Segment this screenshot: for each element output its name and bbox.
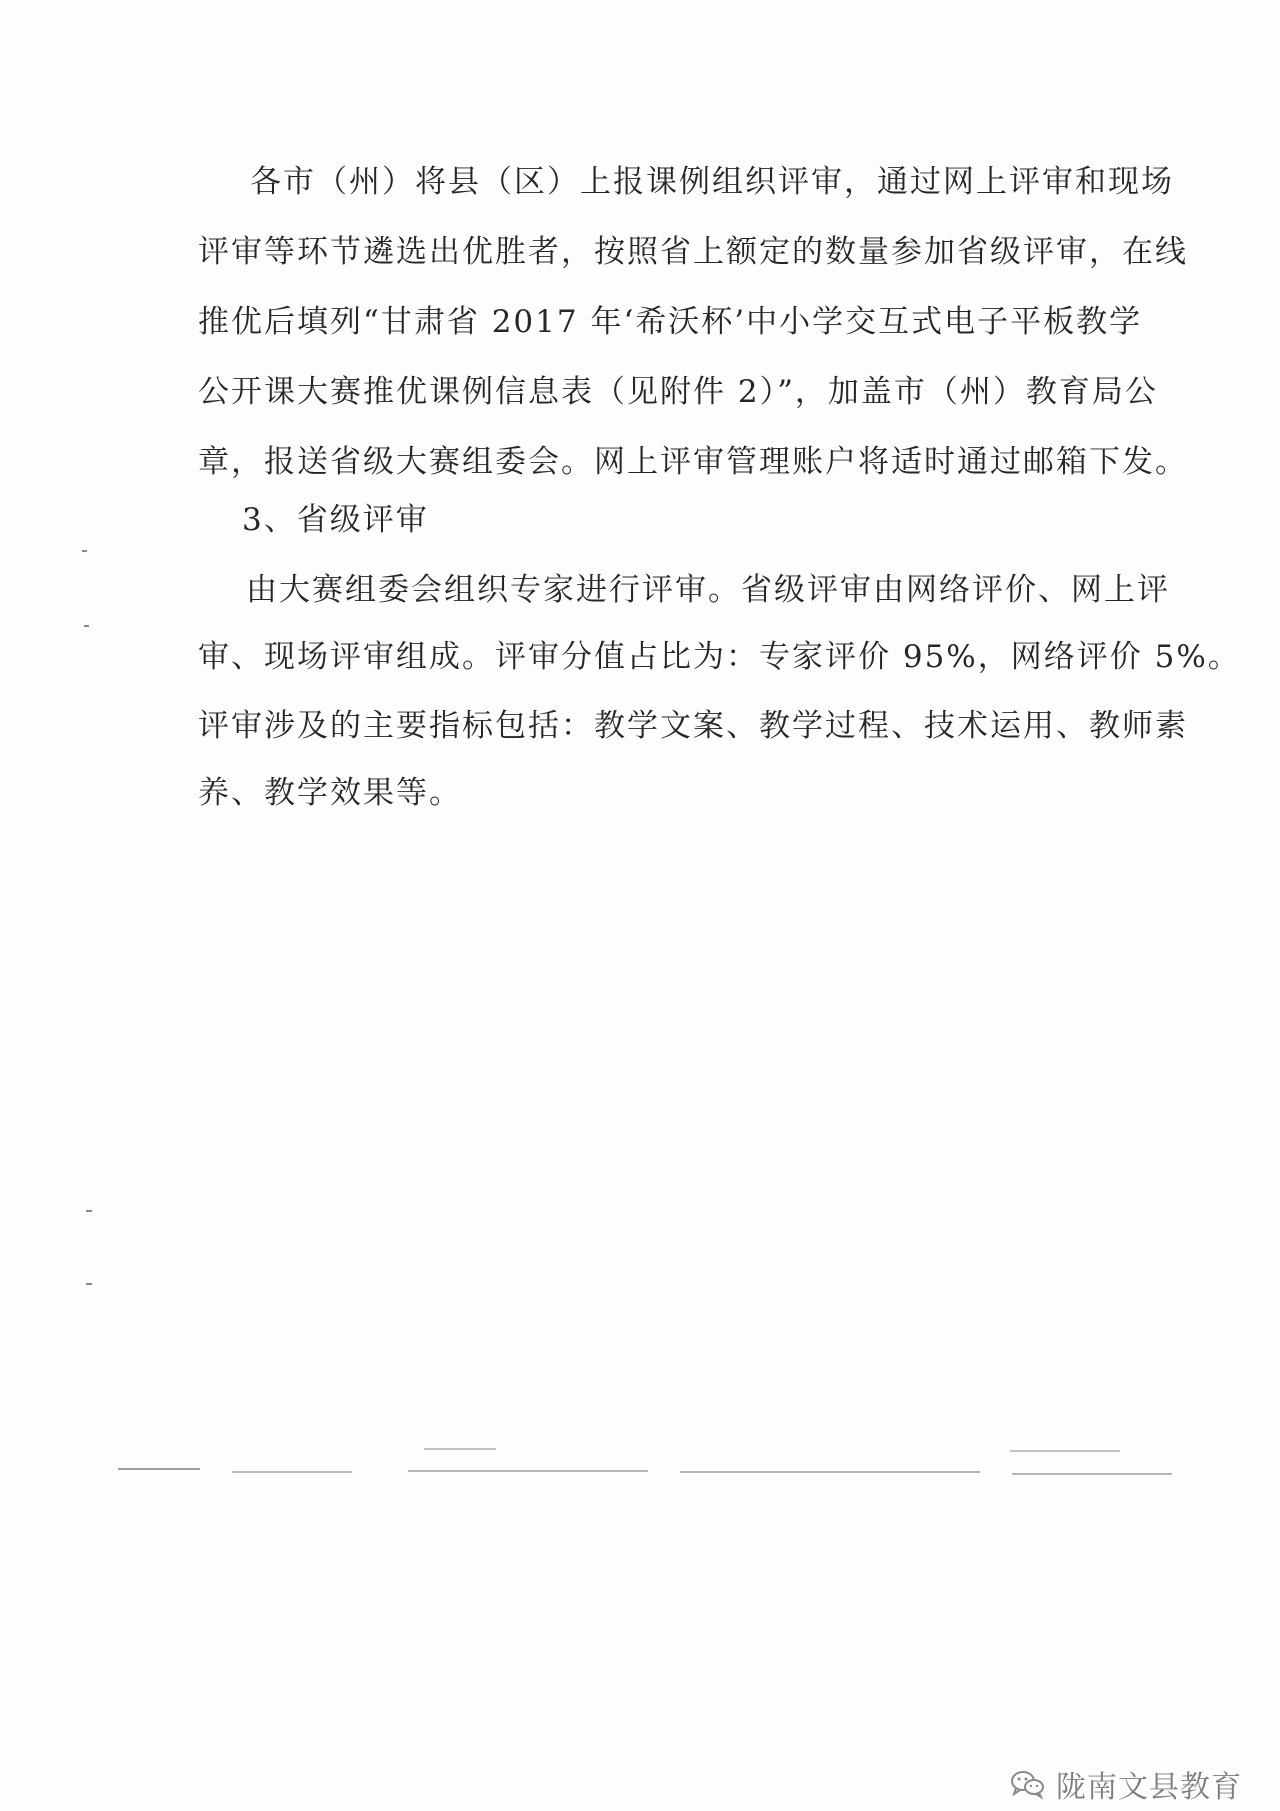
scan-artifact-line (232, 1471, 352, 1473)
paragraph-2-line-1: 由大赛组委会组织专家进行评审。省级评审由网络评价、网上评 (246, 572, 1170, 608)
paragraph-2-line-3: 评审涉及的主要指标包括：教学文案、教学过程、技术运用、教师素 (198, 708, 1188, 744)
scan-speck (86, 1210, 92, 1212)
wechat-watermark (1010, 1762, 1242, 1806)
watermark-text: 陇南文县教育 (1056, 1770, 1242, 1805)
paragraph-1-line-1: 各市（州）将县（区）上报课例组织评审，通过网上评审和现场 (250, 164, 1174, 200)
section-heading: 3、省级评审 (242, 502, 429, 538)
scan-artifact-line (118, 1468, 200, 1470)
scan-artifact-line (408, 1470, 648, 1472)
paragraph-1-line-5: 章，报送省级大赛组委会。网上评审管理账户将适时通过邮箱下发。 (198, 444, 1188, 480)
paragraph-2-line-2: 审、现场评审组成。评审分值占比为：专家评价 95%，网络评价 5%。 (198, 639, 1241, 675)
paragraph-1-line-3: 推优后填列“甘肃省 2017 年‘希沃杯’中小学交互式电子平板教学 (198, 304, 1143, 340)
wechat-icon (1010, 1769, 1046, 1799)
paragraph-2-line-4: 养、教学效果等。 (198, 775, 462, 811)
scan-speck (86, 1283, 92, 1285)
paragraph-1-line-2: 评审等环节遴选出优胜者，按照省上额定的数量参加省级评审，在线 (198, 234, 1188, 270)
paragraph-1-line-4: 公开课大赛推优课例信息表（见附件 2）”，加盖市（州）教育局公 (198, 374, 1158, 410)
scan-speck (84, 625, 89, 627)
scan-artifact-line (424, 1448, 496, 1450)
scan-artifact-line (1010, 1450, 1120, 1452)
scan-speck (82, 550, 87, 552)
scan-artifact-line (680, 1471, 980, 1473)
scan-artifact-line (1012, 1473, 1172, 1475)
